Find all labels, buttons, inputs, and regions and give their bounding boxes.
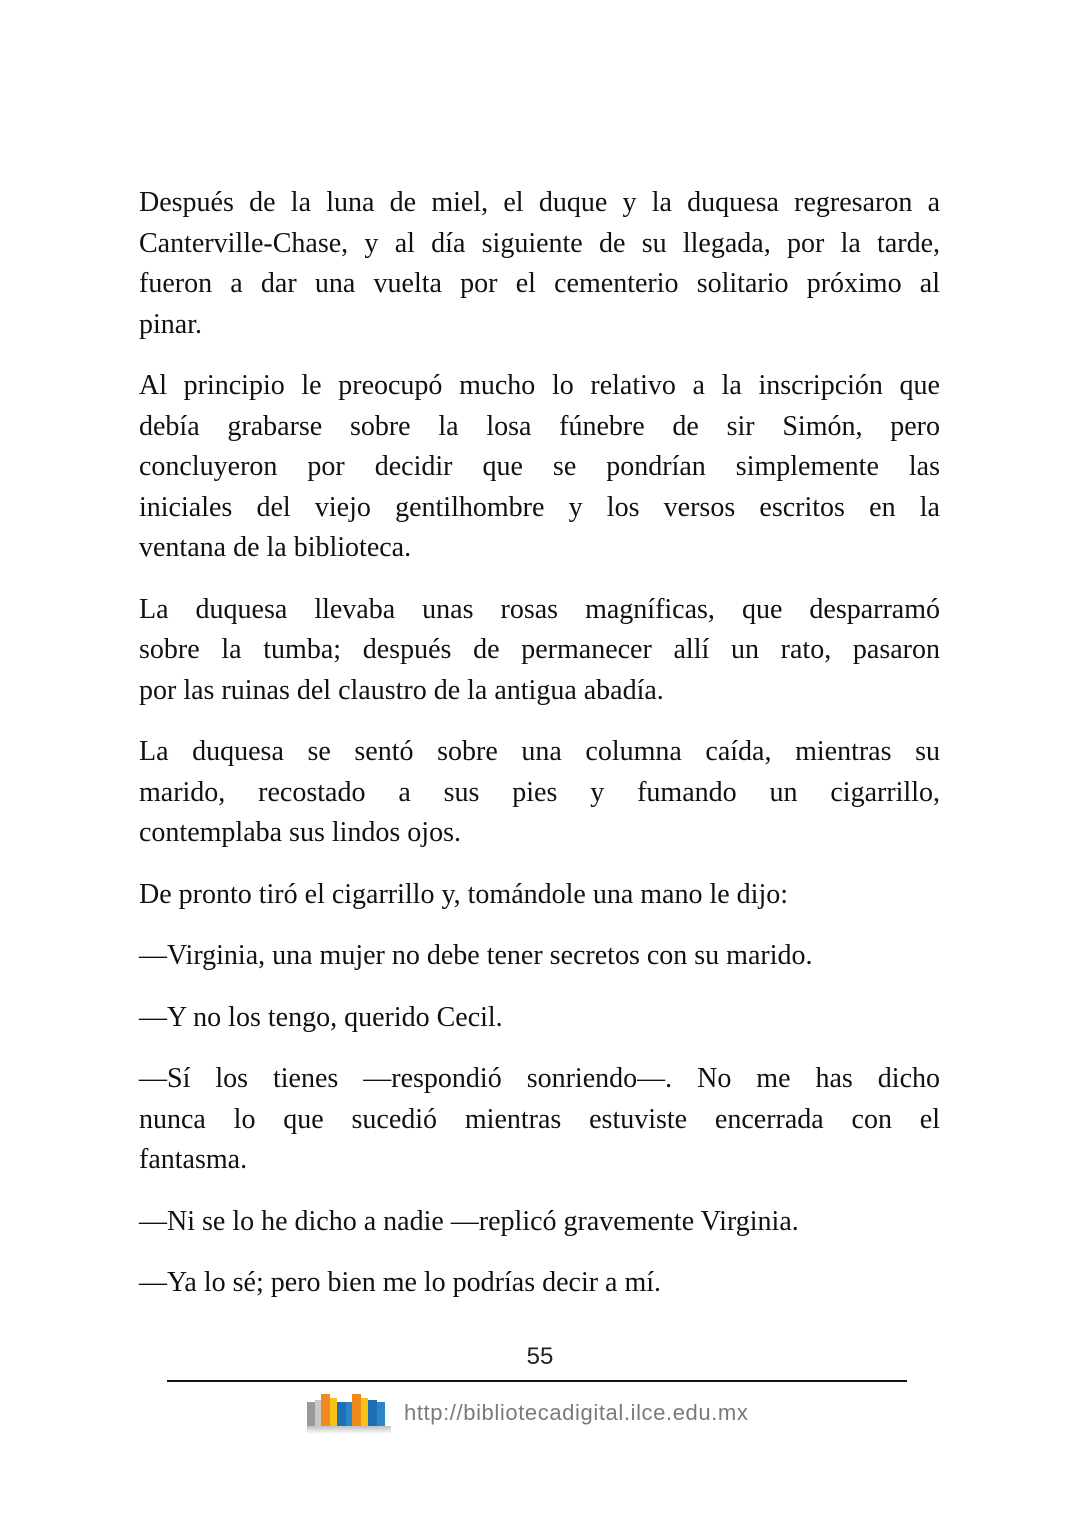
text-line: De pronto tiró el cigarrillo y, tomándole una mano le dijo: [139, 878, 789, 910]
text-line: —Virginia, una mujer no debe tener secretos con su marido. [139, 940, 813, 971]
paragraph [139, 1202, 940, 1243]
text-line: Al principio le preocupó mucho lo relativo a la inscripción que [139, 370, 940, 401]
text-line: contemplaba sus lindos ojos. [139, 817, 461, 848]
page-number: 55 [526, 1343, 554, 1370]
books-icon [305, 1392, 393, 1434]
paragraph [139, 936, 940, 977]
text-line: debía grabarse sobre la losa fúnebre de sir Simón, pero [139, 410, 940, 442]
text-line: —Ni se lo he dicho a nadie —replicó gravemente Virginia. [139, 1205, 799, 1237]
paragraph [139, 366, 940, 569]
footer-divider [167, 1380, 907, 1382]
text-line: marido, recostado a sus pies y fumando un cigarrillo, [139, 776, 940, 808]
text-line: nunca lo que sucedió mientras estuviste encerrada con el [139, 1103, 940, 1135]
text-line: —Y no los tengo, querido Cecil. [139, 1001, 503, 1033]
text-line: sobre la tumba; después de permanecer allí un rato, pasaron [139, 634, 940, 665]
text-line: ventana de la biblioteca. [139, 532, 412, 563]
text-line: fueron a dar una vuelta por el cementerio solitario próximo al [139, 268, 940, 299]
paragraph [139, 875, 940, 916]
text-line: fantasma. [139, 1144, 248, 1175]
paragraph [139, 590, 940, 712]
text-line: Después de la luna de miel, el duque y la duquesa regresaron a [139, 187, 940, 218]
text-line: La duquesa llevaba unas rosas magníficas, que desparramó [139, 593, 940, 625]
paragraph [139, 1263, 940, 1304]
paragraph [139, 732, 940, 854]
footer-url[interactable]: http://bibliotecadigital.ilce.edu.mx [404, 1400, 749, 1425]
paragraph [139, 998, 940, 1039]
text-line: pinar. [139, 308, 202, 340]
text-line: concluyeron por decidir que se pondrían simplemente las [139, 451, 940, 482]
text-line: Canterville-Chase, y al día siguiente de su llegada, por la tarde, [139, 227, 940, 259]
paragraph [139, 1059, 940, 1181]
text-line: —Sí los tienes —respondió sonriendo—. No me has dicho [139, 1063, 940, 1094]
text-line: por las ruinas del claustro de la antigua abadía. [139, 674, 664, 706]
text-line: iniciales del viejo gentilhombre y los versos escritos en la [139, 491, 940, 523]
text-line: —Ya lo sé; pero bien me lo podrías decir a mí. [139, 1267, 662, 1298]
paragraph [139, 183, 940, 345]
text-line: La duquesa se sentó sobre una columna caída, mientras su [139, 736, 940, 767]
body-text [139, 183, 940, 1325]
